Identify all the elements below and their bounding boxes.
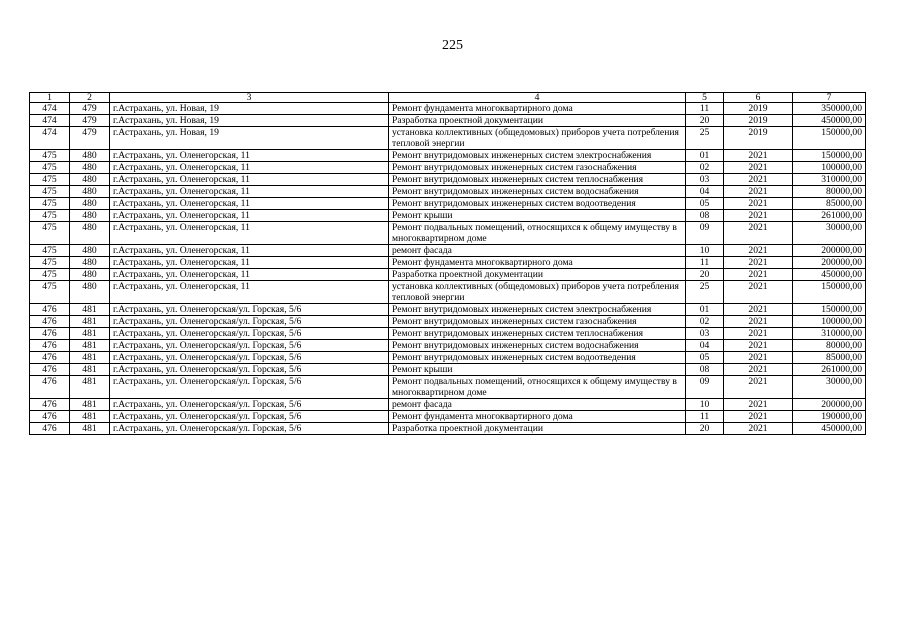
cell-object-no: 476 [30, 411, 70, 423]
cell-work-code: 05 [686, 352, 724, 364]
cell-object-no: 474 [30, 115, 70, 127]
cell-work-type: установка коллективных (общедомовых) приборов учета потребления тепловой энергии [389, 281, 686, 304]
cell-work-type: Ремонт внутридомовых инженерных систем электроснабжения [389, 304, 686, 316]
cell-work-code: 20 [686, 269, 724, 281]
cell-house-no: 481 [70, 376, 110, 399]
cell-work-code: 11 [686, 257, 724, 269]
cell-work-type: Ремонт фундамента многоквартирного дома [389, 103, 686, 115]
cell-year: 2021 [724, 399, 793, 411]
cell-cost: 261000,00 [793, 210, 866, 222]
table-row [30, 127, 866, 150]
cell-object-no: 475 [30, 162, 70, 174]
cell-address: г.Астрахань, ул. Оленегорская, 11 [110, 186, 389, 198]
cell-work-code: 03 [686, 328, 724, 340]
cell-object-no: 476 [30, 376, 70, 399]
cell-house-no: 480 [70, 162, 110, 174]
cell-work-code: 04 [686, 340, 724, 352]
table-row [30, 399, 866, 411]
cell-cost: 80000,00 [793, 340, 866, 352]
cell-object-no: 475 [30, 186, 70, 198]
table-row [30, 257, 866, 269]
cell-work-code: 20 [686, 115, 724, 127]
cell-address: г.Астрахань, ул. Новая, 19 [110, 115, 389, 127]
table-header [30, 93, 866, 103]
cell-cost: 200000,00 [793, 257, 866, 269]
cell-work-code: 03 [686, 174, 724, 186]
cell-house-no: 481 [70, 411, 110, 423]
header-row [30, 93, 866, 103]
cell-cost: 310000,00 [793, 174, 866, 186]
cell-work-type: Ремонт подвальных помещений, относящихся к общему имуществу в многоквартирном доме [389, 376, 686, 399]
cell-address: г.Астрахань, ул. Оленегорская/ул. Горская, 5/6 [110, 399, 389, 411]
table-row [30, 198, 866, 210]
cell-address: г.Астрахань, ул. Оленегорская, 11 [110, 222, 389, 245]
table-row [30, 304, 866, 316]
cell-work-type: ремонт фасада [389, 245, 686, 257]
cell-cost: 100000,00 [793, 162, 866, 174]
cell-work-code: 10 [686, 399, 724, 411]
cell-object-no: 475 [30, 281, 70, 304]
cell-house-no: 480 [70, 198, 110, 210]
cell-cost: 150000,00 [793, 150, 866, 162]
cell-address: г.Астрахань, ул. Оленегорская, 11 [110, 150, 389, 162]
cell-work-type: Ремонт внутридомовых инженерных систем водоснабжения [389, 340, 686, 352]
cell-object-no: 474 [30, 103, 70, 115]
cell-work-type: Ремонт подвальных помещений, относящихся к общему имуществу в многоквартирном доме [389, 222, 686, 245]
table-row [30, 316, 866, 328]
cell-year: 2019 [724, 127, 793, 150]
cell-object-no: 476 [30, 304, 70, 316]
cell-house-no: 480 [70, 281, 110, 304]
table-row [30, 245, 866, 257]
cell-cost: 450000,00 [793, 269, 866, 281]
table-row [30, 222, 866, 245]
cell-object-no: 476 [30, 328, 70, 340]
cell-object-no: 476 [30, 399, 70, 411]
cell-year: 2021 [724, 186, 793, 198]
cell-object-no: 475 [30, 210, 70, 222]
cell-object-no: 476 [30, 423, 70, 435]
cell-work-code: 09 [686, 222, 724, 245]
cell-year: 2021 [724, 340, 793, 352]
cell-cost: 30000,00 [793, 222, 866, 245]
cell-work-type: Ремонт внутридомовых инженерных систем теплоснабжения [389, 328, 686, 340]
cell-address: г.Астрахань, ул. Оленегорская/ул. Горская, 5/6 [110, 316, 389, 328]
cell-object-no: 475 [30, 222, 70, 245]
cell-year: 2021 [724, 316, 793, 328]
cell-work-type: ремонт фасада [389, 399, 686, 411]
table-row [30, 162, 866, 174]
cell-house-no: 479 [70, 115, 110, 127]
cell-work-code: 02 [686, 316, 724, 328]
cell-cost: 100000,00 [793, 316, 866, 328]
cell-house-no: 481 [70, 399, 110, 411]
cell-address: г.Астрахань, ул. Оленегорская/ул. Горская, 5/6 [110, 411, 389, 423]
cell-work-code: 09 [686, 376, 724, 399]
cell-address: г.Астрахань, ул. Оленегорская, 11 [110, 281, 389, 304]
cell-year: 2021 [724, 304, 793, 316]
header-cell: 5 [686, 93, 724, 103]
cell-cost: 261000,00 [793, 364, 866, 376]
cell-house-no: 481 [70, 340, 110, 352]
header-cell: 3 [110, 93, 389, 103]
cell-work-type: установка коллективных (общедомовых) приборов учета потребления тепловой энергии [389, 127, 686, 150]
table-row [30, 328, 866, 340]
cell-house-no: 479 [70, 127, 110, 150]
cell-work-code: 25 [686, 281, 724, 304]
cell-year: 2021 [724, 245, 793, 257]
cell-cost: 350000,00 [793, 103, 866, 115]
cell-cost: 200000,00 [793, 399, 866, 411]
cell-address: г.Астрахань, ул. Оленегорская, 11 [110, 257, 389, 269]
cell-work-code: 08 [686, 364, 724, 376]
table-row [30, 269, 866, 281]
cell-house-no: 480 [70, 245, 110, 257]
table-row [30, 186, 866, 198]
cell-cost: 150000,00 [793, 304, 866, 316]
cell-cost: 310000,00 [793, 328, 866, 340]
cell-work-code: 02 [686, 162, 724, 174]
cell-work-code: 01 [686, 150, 724, 162]
cell-address: г.Астрахань, ул. Оленегорская/ул. Горская, 5/6 [110, 340, 389, 352]
cell-cost: 85000,00 [793, 352, 866, 364]
cell-year: 2021 [724, 257, 793, 269]
table-row [30, 423, 866, 435]
header-cell: 1 [30, 93, 70, 103]
table-row [30, 340, 866, 352]
cell-house-no: 481 [70, 423, 110, 435]
cell-object-no: 475 [30, 198, 70, 210]
cell-year: 2021 [724, 411, 793, 423]
cell-object-no: 476 [30, 316, 70, 328]
cell-work-code: 04 [686, 186, 724, 198]
cell-object-no: 476 [30, 340, 70, 352]
cell-work-code: 25 [686, 127, 724, 150]
cell-year: 2021 [724, 376, 793, 399]
cell-work-type: Ремонт внутридомовых инженерных систем газоснабжения [389, 316, 686, 328]
table-row [30, 210, 866, 222]
cell-work-type: Ремонт внутридомовых инженерных систем газоснабжения [389, 162, 686, 174]
cell-address: г.Астрахань, ул. Оленегорская/ул. Горская, 5/6 [110, 376, 389, 399]
header-cell: 7 [793, 93, 866, 103]
cell-year: 2021 [724, 269, 793, 281]
cell-year: 2021 [724, 210, 793, 222]
cell-address: г.Астрахань, ул. Оленегорская, 11 [110, 245, 389, 257]
cell-year: 2021 [724, 364, 793, 376]
cell-work-type: Ремонт крыши [389, 210, 686, 222]
cell-house-no: 480 [70, 150, 110, 162]
cell-object-no: 475 [30, 245, 70, 257]
cell-cost: 190000,00 [793, 411, 866, 423]
cell-year: 2021 [724, 174, 793, 186]
cell-work-type: Ремонт внутридомовых инженерных систем электроснабжения [389, 150, 686, 162]
cell-year: 2019 [724, 103, 793, 115]
cell-year: 2021 [724, 198, 793, 210]
header-cell: 2 [70, 93, 110, 103]
table-row [30, 376, 866, 399]
cell-year: 2021 [724, 328, 793, 340]
cell-work-type: Ремонт внутридомовых инженерных систем водоотведения [389, 352, 686, 364]
cell-work-type: Ремонт фундамента многоквартирного дома [389, 257, 686, 269]
cell-address: г.Астрахань, ул. Оленегорская, 11 [110, 162, 389, 174]
cell-cost: 85000,00 [793, 198, 866, 210]
table-row [30, 364, 866, 376]
cell-object-no: 475 [30, 150, 70, 162]
cell-work-type: Ремонт внутридомовых инженерных систем водоотведения [389, 198, 686, 210]
cell-object-no: 476 [30, 364, 70, 376]
cell-house-no: 480 [70, 210, 110, 222]
table-row [30, 150, 866, 162]
table-row [30, 115, 866, 127]
cell-cost: 150000,00 [793, 127, 866, 150]
cell-work-code: 01 [686, 304, 724, 316]
cell-work-type: Ремонт внутридомовых инженерных систем теплоснабжения [389, 174, 686, 186]
cell-year: 2021 [724, 162, 793, 174]
cell-work-code: 08 [686, 210, 724, 222]
cell-cost: 450000,00 [793, 115, 866, 127]
cell-cost: 80000,00 [793, 186, 866, 198]
cell-house-no: 481 [70, 328, 110, 340]
works-table [29, 92, 866, 435]
cell-house-no: 481 [70, 304, 110, 316]
cell-address: г.Астрахань, ул. Оленегорская/ул. Горская, 5/6 [110, 304, 389, 316]
page-number: 225 [442, 38, 463, 53]
cell-address: г.Астрахань, ул. Новая, 19 [110, 127, 389, 150]
cell-house-no: 480 [70, 269, 110, 281]
table-row [30, 411, 866, 423]
cell-year: 2021 [724, 281, 793, 304]
cell-house-no: 480 [70, 222, 110, 245]
cell-work-code: 05 [686, 198, 724, 210]
cell-house-no: 479 [70, 103, 110, 115]
cell-house-no: 481 [70, 352, 110, 364]
table-row [30, 103, 866, 115]
cell-work-code: 10 [686, 245, 724, 257]
cell-work-type: Разработка проектной документации [389, 115, 686, 127]
cell-object-no: 474 [30, 127, 70, 150]
cell-address: г.Астрахань, ул. Оленегорская, 11 [110, 210, 389, 222]
cell-address: г.Астрахань, ул. Оленегорская/ул. Горская, 5/6 [110, 423, 389, 435]
cell-house-no: 480 [70, 174, 110, 186]
cell-work-type: Ремонт крыши [389, 364, 686, 376]
cell-house-no: 481 [70, 316, 110, 328]
cell-work-type: Ремонт внутридомовых инженерных систем водоснабжения [389, 186, 686, 198]
cell-work-type: Ремонт фундамента многоквартирного дома [389, 411, 686, 423]
cell-address: г.Астрахань, ул. Оленегорская/ул. Горская, 5/6 [110, 328, 389, 340]
cell-year: 2021 [724, 150, 793, 162]
cell-work-code: 20 [686, 423, 724, 435]
cell-object-no: 475 [30, 257, 70, 269]
cell-work-type: Разработка проектной документации [389, 423, 686, 435]
cell-year: 2019 [724, 115, 793, 127]
cell-cost: 150000,00 [793, 281, 866, 304]
cell-cost: 30000,00 [793, 376, 866, 399]
cell-house-no: 480 [70, 257, 110, 269]
cell-object-no: 475 [30, 269, 70, 281]
cell-work-code: 11 [686, 103, 724, 115]
table-row [30, 174, 866, 186]
header-cell: 6 [724, 93, 793, 103]
cell-address: г.Астрахань, ул. Новая, 19 [110, 103, 389, 115]
cell-year: 2021 [724, 352, 793, 364]
cell-address: г.Астрахань, ул. Оленегорская, 11 [110, 269, 389, 281]
cell-object-no: 475 [30, 174, 70, 186]
cell-address: г.Астрахань, ул. Оленегорская, 11 [110, 198, 389, 210]
table-body [30, 103, 866, 435]
cell-year: 2021 [724, 222, 793, 245]
cell-object-no: 476 [30, 352, 70, 364]
table-row [30, 352, 866, 364]
cell-address: г.Астрахань, ул. Оленегорская, 11 [110, 174, 389, 186]
cell-cost: 200000,00 [793, 245, 866, 257]
cell-year: 2021 [724, 423, 793, 435]
cell-work-code: 11 [686, 411, 724, 423]
cell-cost: 450000,00 [793, 423, 866, 435]
cell-house-no: 480 [70, 186, 110, 198]
cell-work-type: Разработка проектной документации [389, 269, 686, 281]
cell-address: г.Астрахань, ул. Оленегорская/ул. Горская, 5/6 [110, 352, 389, 364]
table-row [30, 281, 866, 304]
header-cell: 4 [389, 93, 686, 103]
cell-address: г.Астрахань, ул. Оленегорская/ул. Горская, 5/6 [110, 364, 389, 376]
cell-house-no: 481 [70, 364, 110, 376]
